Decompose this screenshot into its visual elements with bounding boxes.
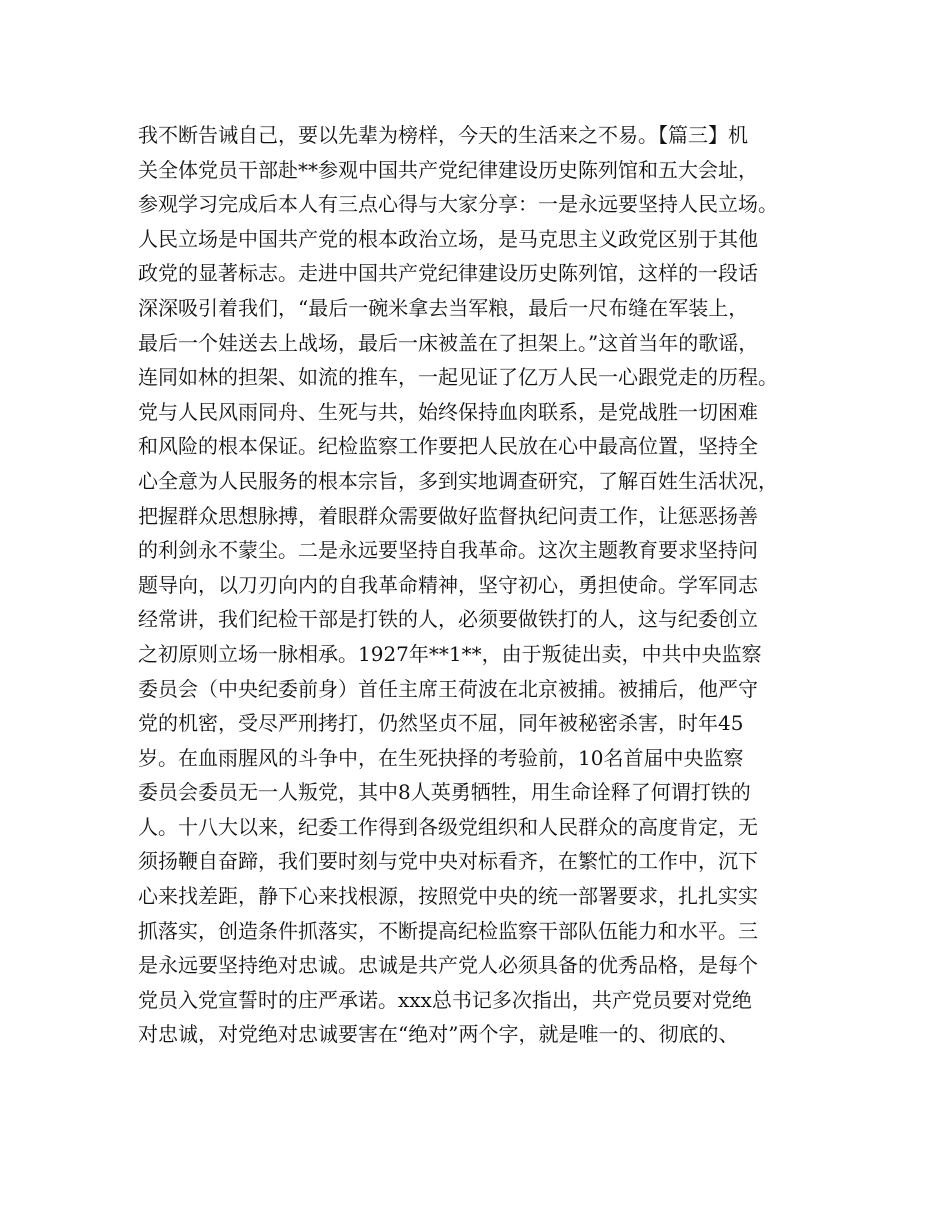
text-line: 的利剑永不蒙尘。二是永远要坚持自我革命。这次主题教育要求坚持问 <box>138 538 758 563</box>
text-line: 心来找差距，静下心来找根源，按照党中央的统一部署要求，扎扎实实 <box>138 884 758 909</box>
text-line: 抓落实，创造条件抓落实，不断提高纪检监察干部队伍能力和水平。三 <box>138 918 758 943</box>
text-line: 心全意为人民服务的根本宗旨，多到实地调查研究，了解百姓生活状况， <box>138 468 778 493</box>
text-line: 人。十八大以来，纪委工作得到各级党组织和人民群众的高度肯定，无 <box>138 814 758 839</box>
text-line: 对忠诚，对党绝对忠诚要害在“绝对”两个字，就是唯一的、彻底的、 <box>138 1022 739 1047</box>
text-line: 把握群众思想脉搏，着眼群众需要做好监督执纪问责工作，让惩恶扬善 <box>138 503 758 528</box>
text-line: 之初原则立场一脉相承。1927年**1**，由于叛徒出卖，中共中央监察 <box>138 641 762 666</box>
text-line: 党与人民风雨同舟、生死与共，始终保持血肉联系，是党战胜一切困难 <box>138 399 758 424</box>
text-line: 连同如林的担架、如流的推车，一起见证了亿万人民一心跟党走的历程。 <box>138 365 778 390</box>
text-line: 我不断告诫自己，要以先辈为榜样，今天的生活来之不易。【篇三】机 <box>138 123 748 147</box>
text-line: 参观学习完成后本人有三点心得与大家分享：一是永远要坚持人民立场。 <box>138 192 778 217</box>
text-line: 党员入党宣誓时的庄严承诺。xxx总书记多次指出，共产党员要对党绝 <box>138 987 752 1012</box>
text-line: 关全体党员干部赴**参观中国共产党纪律建设历史陈列馆和五大会址， <box>138 157 758 182</box>
text-line: 委员会委员无一人叛党，其中8人英勇牺牲，用生命诠释了何谓打铁的 <box>138 780 751 805</box>
text-line: 是永远要坚持绝对忠诚。忠诚是共产党人必须具备的优秀品格，是每个 <box>138 953 758 978</box>
text-line: 岁。在血雨腥风的斗争中，在生死抉择的考验前，10名首届中央监察 <box>138 745 744 770</box>
text-line: 党的机密，受尽严刑拷打，仍然坚贞不屈，同年被秘密杀害，时年45 <box>138 711 744 736</box>
text-line: 最后一个娃送去上战场，最后一床被盖在了担架上。”这首当年的歌谣， <box>138 330 759 355</box>
text-line: 经常讲，我们纪检干部是打铁的人，必须要做铁打的人，这与纪委创立 <box>138 607 758 632</box>
text-line: 政党的显著标志。走进中国共产党纪律建设历史陈列馆，这样的一段话 <box>138 261 758 286</box>
text-line: 人民立场是中国共产党的根本政治立场，是马克思主义政党区别于其他 <box>138 226 758 251</box>
text-line: 题导向，以刀刃向内的自我革命精神，坚守初心，勇担使命。学军同志 <box>138 572 758 597</box>
text-line: 须扬鞭自奋蹄，我们要时刻与党中央对标看齐，在繁忙的工作中，沉下 <box>138 849 758 874</box>
text-line: 深深吸引着我们，“最后一碗米拿去当军粮，最后一尺布缝在军装上， <box>138 295 749 320</box>
text-line: 和风险的根本保证。纪检监察工作要把人民放在心中最高位置，坚持全 <box>138 434 758 459</box>
body-text <box>138 118 838 1052</box>
text-line: 委员会（中央纪委前身）首任主席王荷波在北京被捕。被捕后，他严守 <box>138 676 758 701</box>
